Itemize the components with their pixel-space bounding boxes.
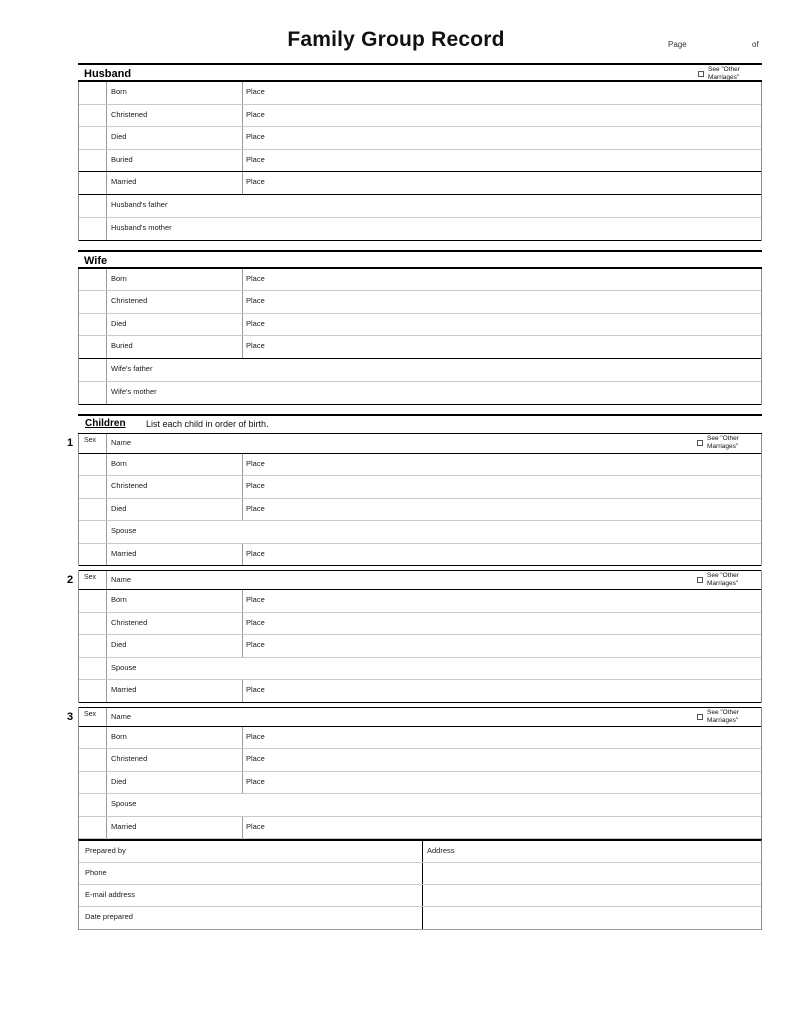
child-1-died-label: Died (111, 503, 127, 513)
om-line-1: See "Other (707, 572, 739, 579)
husband-christened-row[interactable] (79, 105, 761, 128)
child-1-block (67, 434, 762, 567)
children-instruction: List each child in order of birth. (146, 418, 269, 429)
wife-children-spacer (78, 405, 762, 414)
child-1-spouse-label: Spouse (111, 526, 137, 535)
husband-born-label: Born (111, 87, 127, 96)
child-3-other-marriages-label (707, 709, 739, 725)
child-3-married-label: Married (111, 821, 137, 831)
child-1-gutter (79, 544, 107, 566)
om-line-2: Marriages" (707, 580, 739, 587)
wife-gutter (79, 269, 107, 291)
date-prepared-row[interactable] (79, 907, 761, 929)
prepared-by-label: Prepared by (85, 846, 126, 855)
child-1-number: 1 (67, 436, 74, 449)
child-2-married-place-label: Place (246, 685, 265, 694)
page-title: Family Group Record (287, 28, 505, 51)
child-1-died-divider (242, 499, 243, 521)
child-1-other-marriages-label (707, 435, 739, 451)
husband-buried-label: Buried (111, 154, 133, 164)
child-1-died-row[interactable] (79, 499, 761, 522)
wife-gutter (79, 291, 107, 313)
child-3-gutter (79, 749, 107, 771)
husband-other-marriages-checkbox[interactable] (698, 71, 704, 77)
child-1-christened-label: Christened (111, 481, 148, 490)
child-3-born-divider (242, 727, 243, 749)
child-2-christened-label: Christened (111, 617, 148, 627)
child-2-other-marriages-label (707, 572, 739, 588)
child-1-married-place-label: Place (246, 548, 265, 558)
husband-born-divider (242, 82, 243, 104)
wife-mother-row[interactable] (79, 382, 761, 405)
om-line-2: Marriages" (708, 74, 740, 81)
child-2-spouse-row[interactable] (79, 658, 761, 681)
child-3-born-place-label: Place (246, 731, 265, 741)
footer-divider (422, 841, 423, 862)
wife-father-row[interactable] (79, 359, 761, 382)
child-1-other-marriages-group[interactable] (697, 435, 759, 452)
husband-father-row[interactable] (79, 195, 761, 218)
child-2-gutter (79, 590, 107, 612)
child-1-gutter (79, 476, 107, 498)
child-3-died-place-label: Place (246, 776, 265, 786)
footer-divider (422, 863, 423, 884)
wife-gutter (79, 314, 107, 336)
child-3-married-divider (242, 817, 243, 839)
child-2-born-place-label: Place (246, 595, 265, 604)
email-label: E-mail address (85, 890, 136, 899)
husband-christened-divider (242, 105, 243, 127)
child-3-christened-divider (242, 749, 243, 771)
husband-mother-label: Husband's mother (111, 222, 172, 232)
wife-christened-place-label: Place (246, 296, 265, 305)
husband-born-row[interactable] (79, 82, 761, 105)
child-3-spouse-row[interactable] (79, 794, 761, 817)
child-2-sex-cell[interactable] (79, 571, 107, 589)
child-1-born-divider (242, 454, 243, 476)
child-3-born-label: Born (111, 731, 127, 741)
child-3-married-row[interactable] (79, 817, 761, 840)
child-2-born-divider (242, 590, 243, 612)
child-2-born-row[interactable] (79, 590, 761, 613)
phone-label: Phone (85, 868, 107, 877)
husband-father-label: Husband's father (111, 199, 168, 209)
child-3-gutter (79, 817, 107, 839)
wife-christened-row[interactable] (79, 291, 761, 314)
wife-born-place-label: Place (246, 273, 265, 283)
child-1-married-divider (242, 544, 243, 566)
husband-gutter (79, 127, 107, 149)
child-2-gutter (79, 613, 107, 635)
child-1-sex-cell[interactable] (79, 434, 107, 453)
wife-buried-row[interactable] (79, 336, 761, 359)
child-3-gutter (79, 794, 107, 816)
husband-christened-label: Christened (111, 109, 148, 119)
wife-buried-divider (242, 336, 243, 358)
wife-gutter (79, 336, 107, 358)
wife-buried-label: Buried (111, 341, 133, 350)
om-line-1: See "Other (708, 66, 740, 73)
child-1-born-label: Born (111, 458, 127, 468)
husband-other-marriages-label (708, 66, 740, 82)
child-2-gutter (79, 635, 107, 657)
child-1-born-place-label: Place (246, 458, 265, 468)
child-2-married-label: Married (111, 685, 137, 694)
child-3-christened-label: Christened (111, 754, 148, 763)
footer-divider (422, 885, 423, 906)
child-1-christened-divider (242, 476, 243, 498)
wife-died-divider (242, 314, 243, 336)
wife-born-row[interactable] (79, 269, 761, 292)
wife-born-label: Born (111, 273, 127, 283)
child-1-born-row[interactable] (79, 454, 761, 477)
child-3-name-row[interactable] (67, 707, 761, 727)
phone-row[interactable] (79, 863, 761, 885)
child-3-name-label: Name (111, 711, 132, 721)
om-line-1: See "Other (707, 708, 739, 716)
child-2-died-row[interactable] (79, 635, 761, 658)
om-line-2: Marriages" (707, 716, 739, 724)
husband-died-row[interactable] (79, 127, 761, 150)
page-of-label: of (752, 40, 759, 49)
child-1-other-marriages-checkbox[interactable] (697, 440, 703, 446)
wife-mother-label: Wife's mother (111, 386, 157, 396)
child-2-other-marriages-checkbox[interactable] (697, 577, 703, 583)
husband-gutter (79, 195, 107, 217)
email-row[interactable] (79, 885, 761, 907)
wife-section-header (78, 250, 762, 269)
child-2-other-marriages-group[interactable] (697, 572, 759, 589)
child-2-number: 2 (67, 574, 74, 586)
husband-buried-place-label: Place (246, 154, 265, 164)
child-3-other-marriages-group[interactable] (697, 709, 759, 726)
child-3-block (67, 707, 762, 840)
child-3-spouse-label: Spouse (111, 799, 137, 808)
husband-mother-row[interactable] (79, 218, 761, 241)
title-bar (0, 28, 792, 60)
husband-gutter (79, 150, 107, 172)
children-section-title: Children (85, 417, 126, 429)
wife-section-title: Wife (84, 254, 108, 267)
footer-divider (422, 907, 423, 929)
child-1-christened-row[interactable] (79, 476, 761, 499)
wife-gutter (79, 382, 107, 404)
husband-gutter (79, 82, 107, 104)
child-3-gutter (79, 727, 107, 749)
address-label: Address (427, 846, 455, 855)
wife-born-divider (242, 269, 243, 291)
husband-died-divider (242, 127, 243, 149)
child-1-married-label: Married (111, 548, 137, 558)
husband-married-row[interactable] (79, 172, 761, 195)
wife-died-place-label: Place (246, 318, 265, 328)
child-2-died-divider (242, 635, 243, 657)
wife-gutter (79, 359, 107, 381)
husband-married-divider (242, 172, 243, 194)
date-prepared-label: Date prepared (85, 912, 133, 921)
child-2-name-label: Name (111, 575, 132, 584)
wife-buried-place-label: Place (246, 341, 265, 350)
prepared-by-row[interactable] (79, 841, 761, 863)
child-2-born-label: Born (111, 595, 127, 604)
wife-christened-label: Christened (111, 296, 148, 305)
child-1-name-row[interactable] (67, 434, 761, 454)
child-3-number: 3 (67, 710, 74, 723)
child-1-christened-place-label: Place (246, 481, 265, 490)
husband-section-title: Husband (84, 68, 132, 80)
child-2-sex-label: Sex (84, 574, 97, 581)
preparer-footer (78, 839, 762, 930)
child-1-gutter (79, 499, 107, 521)
husband-buried-row[interactable] (79, 150, 761, 173)
child-2-died-place-label: Place (246, 640, 265, 649)
child-2-spouse-label: Spouse (111, 662, 137, 672)
child-2-name-row[interactable] (67, 570, 761, 590)
husband-gutter (79, 218, 107, 240)
child-2-christened-row[interactable] (79, 613, 761, 636)
husband-gutter (79, 172, 107, 194)
child-3-died-row[interactable] (79, 772, 761, 795)
wife-christened-divider (242, 291, 243, 313)
wife-died-row[interactable] (79, 314, 761, 337)
wife-died-label: Died (111, 318, 127, 328)
husband-other-marriages-group[interactable] (698, 66, 760, 83)
child-1-spouse-row[interactable] (79, 521, 761, 544)
child-2-died-label: Died (111, 640, 127, 649)
husband-gutter (79, 105, 107, 127)
child-2-christened-place-label: Place (246, 617, 265, 627)
child-3-sex-label: Sex (84, 710, 97, 718)
husband-married-label: Married (111, 177, 137, 186)
child-3-other-marriages-checkbox[interactable] (697, 714, 703, 720)
child-2-gutter (79, 680, 107, 702)
child-2-christened-divider (242, 613, 243, 635)
child-3-sex-cell[interactable] (79, 708, 107, 726)
child-2-married-row[interactable] (79, 680, 761, 703)
husband-body (78, 82, 762, 241)
om-line-1: See "Other (707, 434, 739, 442)
child-3-christened-row[interactable] (79, 749, 761, 772)
child-1-gutter (79, 521, 107, 543)
husband-married-place-label: Place (246, 177, 265, 186)
child-3-died-divider (242, 772, 243, 794)
child-3-gutter (79, 772, 107, 794)
page-number-label: Page (668, 40, 687, 49)
husband-buried-divider (242, 150, 243, 172)
husband-born-place-label: Place (246, 87, 265, 96)
child-3-christened-place-label: Place (246, 754, 265, 763)
child-1-name-label: Name (111, 437, 132, 447)
child-3-born-row[interactable] (79, 727, 761, 750)
om-line-2: Marriages" (707, 442, 739, 450)
husband-died-place-label: Place (246, 132, 265, 141)
family-group-record-form (67, 63, 762, 930)
child-2-block (67, 570, 762, 703)
wife-body (78, 269, 762, 405)
husband-section-header (78, 63, 762, 82)
child-1-sex-label: Sex (84, 436, 97, 444)
wife-father-label: Wife's father (111, 363, 153, 373)
husband-wife-spacer (78, 241, 762, 250)
child-1-died-place-label: Place (246, 503, 265, 513)
child-3-died-label: Died (111, 776, 127, 786)
children-section-header (78, 414, 762, 434)
child-2-married-divider (242, 680, 243, 702)
child-2-gutter (79, 658, 107, 680)
husband-died-label: Died (111, 132, 127, 141)
child-3-married-place-label: Place (246, 821, 265, 831)
child-1-gutter (79, 454, 107, 476)
child-1-married-row[interactable] (79, 544, 761, 567)
husband-christened-place-label: Place (246, 109, 265, 119)
